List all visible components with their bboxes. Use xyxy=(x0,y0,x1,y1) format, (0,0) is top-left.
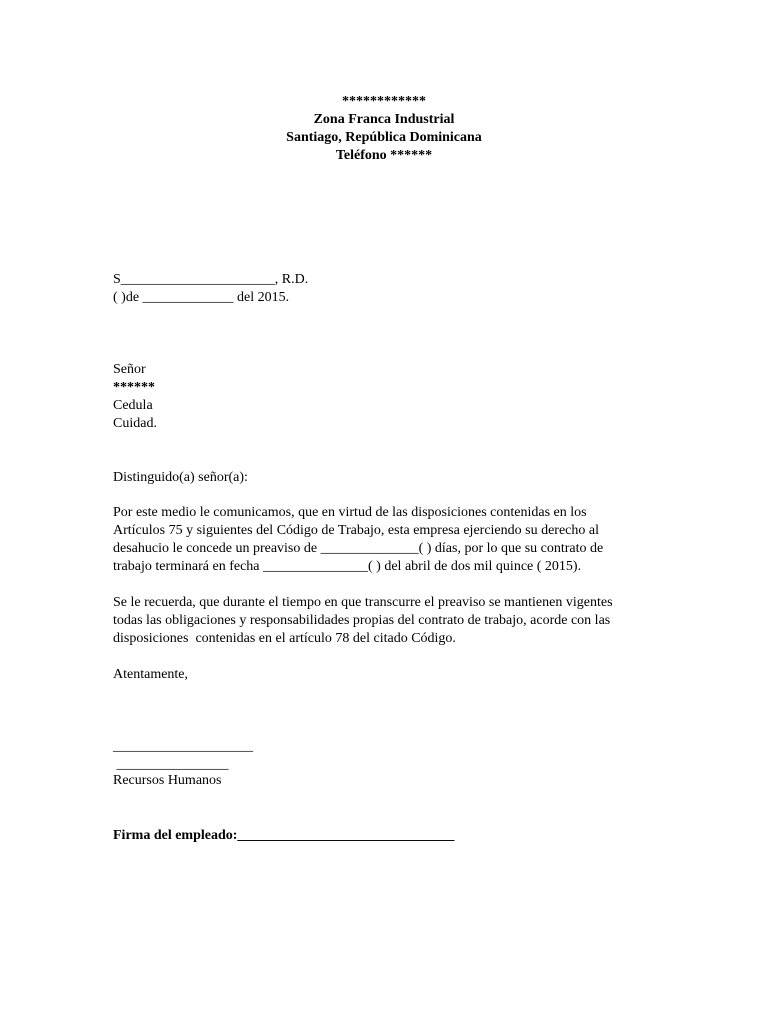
date-line: ( )de _____________ del 2015. xyxy=(113,290,290,305)
recipient-name: ****** xyxy=(113,380,155,395)
paragraph1-line2: Artículos 75 y siguientes del Código de Trabajo, esta empresa ejerciendo su derecho al xyxy=(113,523,599,538)
header-stars: ************ xyxy=(342,94,426,109)
paragraph2-line2: todas las obligaciones y responsabilidades propias del contrato de trabajo, acorde con las xyxy=(113,613,611,628)
recipient-salutation: Señor xyxy=(113,362,146,377)
paragraph1-line4: trabajo terminará en fecha _______________( ) del abril de dos mil quince ( 2015). xyxy=(113,559,582,574)
greeting: Distinguido(a) señor(a): xyxy=(113,470,248,485)
paragraph1-line3: desahucio le concede un preaviso de ______________( ) días, por lo que su contrato de xyxy=(113,541,604,556)
header-phone: Teléfono ****** xyxy=(335,148,433,163)
paragraph1-line1: Por este medio le comunicamos, que en virtud de las disposiciones contenidas en los xyxy=(113,505,587,520)
paragraph2-line3: disposiciones contenidas en el artículo 78 del citado Código. xyxy=(113,631,456,646)
recipient-id: Cedula xyxy=(113,398,153,413)
header-company: Zona Franca Industrial xyxy=(313,112,455,127)
paragraph2-line1: Se le recuerda, que durante el tiempo en que transcurre el preaviso se mantienen vigentes xyxy=(113,595,613,610)
header-location: Santiago, República Dominicana xyxy=(286,130,482,145)
employee-signature-line: _______________________________ xyxy=(237,828,455,843)
employee-signature-label: Firma del empleado: xyxy=(113,828,238,843)
recipient-city: Cuidad. xyxy=(113,416,157,431)
closing: Atentamente, xyxy=(113,667,189,682)
signature-line: ____________________ xyxy=(113,739,253,754)
place-line: S______________________, R.D. xyxy=(113,272,309,287)
signature-line-2: ________________ xyxy=(113,757,229,772)
employee-signature xyxy=(113,827,454,845)
signature-department: Recursos Humanos xyxy=(113,773,222,788)
